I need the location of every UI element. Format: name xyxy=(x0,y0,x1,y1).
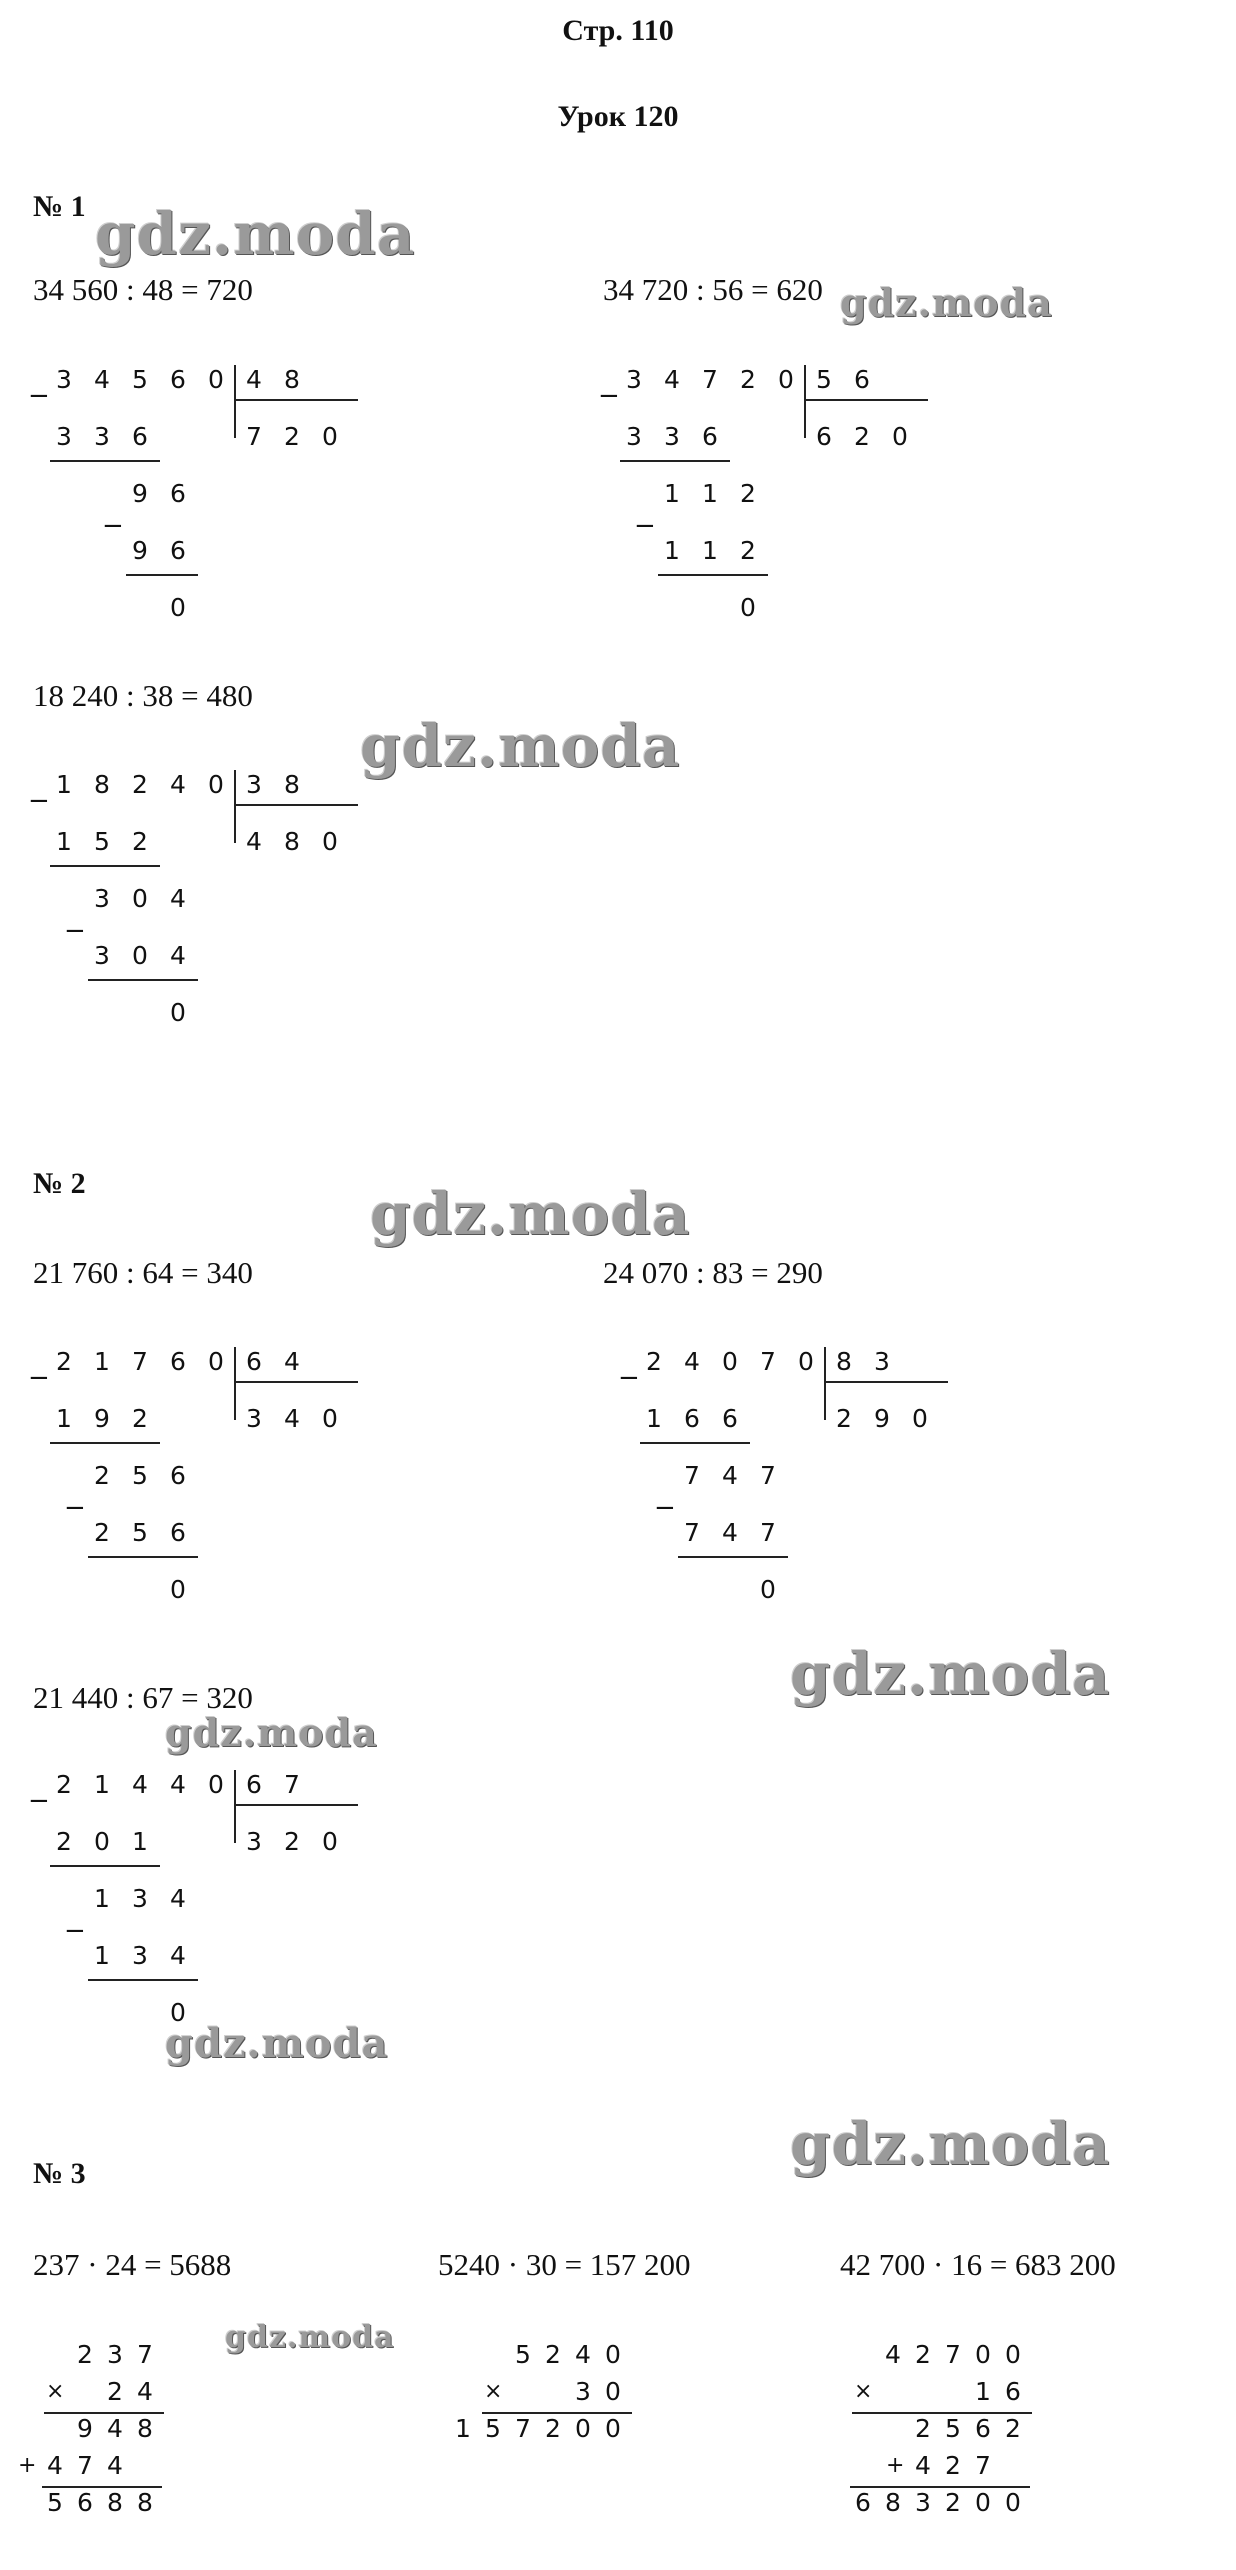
watermark-logo: gdz.moda xyxy=(840,280,1053,325)
digit: 3 xyxy=(107,2340,123,2369)
digit: 3 xyxy=(246,1404,262,1433)
division-bracket xyxy=(234,365,236,438)
digit: 2 xyxy=(132,1404,148,1433)
digit: 0 xyxy=(605,2414,621,2443)
watermark-logo: gdz.moda xyxy=(165,1710,378,1755)
digit: 0 xyxy=(208,365,224,394)
digit: 3 xyxy=(94,941,110,970)
digit: 5 xyxy=(47,2488,63,2517)
digit: 2 xyxy=(915,2340,931,2369)
digit: 1 xyxy=(455,2414,471,2443)
digit: 4 xyxy=(137,2377,153,2406)
digit: 2 xyxy=(132,827,148,856)
digit: 1 xyxy=(56,1404,72,1433)
underline-rule xyxy=(88,1556,198,1558)
digit: 0 xyxy=(132,884,148,913)
digit: 8 xyxy=(284,770,300,799)
digit: 3 xyxy=(915,2488,931,2517)
digit: 4 xyxy=(664,365,680,394)
digit: 4 xyxy=(284,1404,300,1433)
digit: 8 xyxy=(94,770,110,799)
minus-sign: − xyxy=(598,381,620,411)
digit: 0 xyxy=(778,365,794,394)
digit: 0 xyxy=(1005,2488,1021,2517)
digit: 2 xyxy=(1005,2414,1021,2443)
digit: 2 xyxy=(740,536,756,565)
page-header: Стр. 110 xyxy=(562,14,674,47)
digit: 7 xyxy=(760,1461,776,1490)
digit: 2 xyxy=(646,1347,662,1376)
digit: 4 xyxy=(170,1770,186,1799)
digit: 6 xyxy=(854,365,870,394)
times-sign: × xyxy=(484,2379,503,2404)
digit: 0 xyxy=(605,2340,621,2369)
digit: 2 xyxy=(740,479,756,508)
lesson-header: Урок 120 xyxy=(557,100,679,133)
underline-rule xyxy=(620,460,730,462)
divisor-rule xyxy=(234,804,358,806)
digit: 0 xyxy=(94,1827,110,1856)
digit: 8 xyxy=(137,2488,153,2517)
digit: 5 xyxy=(816,365,832,394)
digit: 6 xyxy=(1005,2377,1021,2406)
digit: 0 xyxy=(322,827,338,856)
digit: 5 xyxy=(132,1461,148,1490)
equation-1-2: 34 720 : 56 = 620 xyxy=(603,272,823,307)
division-bracket xyxy=(234,1770,236,1843)
digit: 6 xyxy=(702,422,718,451)
digit: 2 xyxy=(56,1347,72,1376)
digit: 0 xyxy=(975,2488,991,2517)
digit: 0 xyxy=(208,770,224,799)
task-1-label: № 1 xyxy=(33,190,86,223)
digit: 4 xyxy=(915,2451,931,2480)
minus-sign: − xyxy=(618,1363,640,1393)
digit: 6 xyxy=(170,365,186,394)
digit: 6 xyxy=(246,1347,262,1376)
digit: 1 xyxy=(94,1941,110,1970)
plus-sign: + xyxy=(18,2453,37,2478)
digit: 7 xyxy=(702,365,718,394)
digit: 0 xyxy=(722,1347,738,1376)
digit: 2 xyxy=(545,2340,561,2369)
digit: 3 xyxy=(664,422,680,451)
digit: 2 xyxy=(945,2488,961,2517)
task-2-label: № 2 xyxy=(33,1167,86,1200)
underline-rule xyxy=(640,1442,750,1444)
digit: 6 xyxy=(170,1461,186,1490)
underline-rule xyxy=(658,574,768,576)
digit: 0 xyxy=(322,1827,338,1856)
digit: 0 xyxy=(170,1575,186,1604)
digit: 4 xyxy=(246,827,262,856)
digit: 5 xyxy=(485,2414,501,2443)
digit: 0 xyxy=(208,1347,224,1376)
digit: 6 xyxy=(684,1404,700,1433)
underline-rule xyxy=(126,574,198,576)
digit: 0 xyxy=(170,593,186,622)
digit: 2 xyxy=(836,1404,852,1433)
watermark-logo: gdz.moda xyxy=(790,2110,1111,2178)
digit: 7 xyxy=(684,1518,700,1547)
digit: 2 xyxy=(56,1827,72,1856)
digit: 2 xyxy=(56,1770,72,1799)
digit: 4 xyxy=(684,1347,700,1376)
digit: 4 xyxy=(170,1941,186,1970)
division-bracket xyxy=(824,1347,826,1420)
digit: 7 xyxy=(975,2451,991,2480)
digit: 4 xyxy=(284,1347,300,1376)
digit: 4 xyxy=(722,1461,738,1490)
digit: 7 xyxy=(760,1347,776,1376)
minus-sign: − xyxy=(634,511,656,541)
digit: 7 xyxy=(132,1347,148,1376)
digit: 6 xyxy=(855,2488,871,2517)
digit: 9 xyxy=(874,1404,890,1433)
digit: 5 xyxy=(515,2340,531,2369)
digit: 1 xyxy=(646,1404,662,1433)
digit: 8 xyxy=(284,365,300,394)
digit: 9 xyxy=(132,536,148,565)
equation-3-2: 5240 · 30 = 157 200 xyxy=(438,2247,691,2282)
digit: 1 xyxy=(702,536,718,565)
underline-rule xyxy=(88,979,198,981)
digit: 7 xyxy=(284,1770,300,1799)
minus-sign: − xyxy=(64,1916,86,1946)
digit: 3 xyxy=(94,884,110,913)
digit: 0 xyxy=(1005,2340,1021,2369)
digit: 1 xyxy=(94,1770,110,1799)
digit: 3 xyxy=(56,365,72,394)
digit: 5 xyxy=(94,827,110,856)
digit: 2 xyxy=(107,2377,123,2406)
division-bracket xyxy=(234,1347,236,1420)
digit: 9 xyxy=(77,2414,93,2443)
digit: 6 xyxy=(816,422,832,451)
digit: 1 xyxy=(94,1347,110,1376)
digit: 6 xyxy=(132,422,148,451)
minus-sign: − xyxy=(102,511,124,541)
digit: 2 xyxy=(945,2451,961,2480)
digit: 4 xyxy=(107,2451,123,2480)
digit: 4 xyxy=(170,1884,186,1913)
equation-2-3: 21 440 : 67 = 320 xyxy=(33,1680,253,1715)
equation-1-1: 34 560 : 48 = 720 xyxy=(33,272,253,307)
minus-sign: − xyxy=(654,1493,676,1523)
divisor-rule xyxy=(824,1381,948,1383)
equation-2-1: 21 760 : 64 = 340 xyxy=(33,1255,253,1290)
digit: 6 xyxy=(77,2488,93,2517)
digit: 0 xyxy=(975,2340,991,2369)
digit: 5 xyxy=(132,1518,148,1547)
watermark-logo: gdz.moda xyxy=(370,1180,691,1248)
digit: 4 xyxy=(94,365,110,394)
digit: 7 xyxy=(77,2451,93,2480)
digit: 1 xyxy=(132,1827,148,1856)
watermark-logo: gdz.moda xyxy=(225,2320,395,2355)
digit: 1 xyxy=(56,770,72,799)
digit: 4 xyxy=(170,770,186,799)
digit: 1 xyxy=(664,536,680,565)
digit: 0 xyxy=(760,1575,776,1604)
minus-sign: − xyxy=(64,916,86,946)
digit: 3 xyxy=(246,1827,262,1856)
digit: 4 xyxy=(722,1518,738,1547)
digit: 3 xyxy=(132,1941,148,1970)
digit: 1 xyxy=(975,2377,991,2406)
underline-rule xyxy=(50,460,160,462)
digit: 1 xyxy=(702,479,718,508)
digit: 3 xyxy=(874,1347,890,1376)
watermark-logo: gdz.moda xyxy=(95,200,416,268)
equation-3-1: 237 · 24 = 5688 xyxy=(33,2247,232,2282)
division-bracket xyxy=(234,770,236,843)
digit: 2 xyxy=(545,2414,561,2443)
digit: 0 xyxy=(322,422,338,451)
division-bracket xyxy=(804,365,806,438)
digit: 3 xyxy=(94,422,110,451)
digit: 0 xyxy=(170,1998,186,2027)
digit: 0 xyxy=(322,1404,338,1433)
divisor-rule xyxy=(234,399,358,401)
digit: 6 xyxy=(170,1518,186,1547)
watermark-logo: gdz.moda xyxy=(360,712,681,780)
digit: 7 xyxy=(945,2340,961,2369)
digit: 3 xyxy=(575,2377,591,2406)
digit: 0 xyxy=(170,998,186,1027)
digit: 7 xyxy=(515,2414,531,2443)
divisor-rule xyxy=(234,1804,358,1806)
digit: 2 xyxy=(77,2340,93,2369)
digit: 7 xyxy=(137,2340,153,2369)
task-3-label: № 3 xyxy=(33,2157,86,2190)
digit: 2 xyxy=(132,770,148,799)
digit: 3 xyxy=(626,365,642,394)
underline-rule xyxy=(50,865,160,867)
digit: 9 xyxy=(132,479,148,508)
digit: 3 xyxy=(246,770,262,799)
minus-sign: − xyxy=(64,1493,86,1523)
equation-2-2: 24 070 : 83 = 290 xyxy=(603,1255,823,1290)
times-sign: × xyxy=(46,2379,65,2404)
digit: 4 xyxy=(246,365,262,394)
digit: 2 xyxy=(94,1518,110,1547)
digit: 6 xyxy=(170,1347,186,1376)
digit: 0 xyxy=(892,422,908,451)
digit: 6 xyxy=(722,1404,738,1433)
digit: 2 xyxy=(854,422,870,451)
equation-3-3: 42 700 · 16 = 683 200 xyxy=(840,2247,1116,2282)
equation-1-3: 18 240 : 38 = 480 xyxy=(33,678,253,713)
underline-rule xyxy=(50,1865,160,1867)
digit: 0 xyxy=(912,1404,928,1433)
digit: 2 xyxy=(284,422,300,451)
digit: 1 xyxy=(94,1884,110,1913)
times-sign: × xyxy=(854,2379,873,2404)
digit: 1 xyxy=(664,479,680,508)
underline-rule xyxy=(50,1442,160,1444)
digit: 0 xyxy=(132,941,148,970)
digit: 0 xyxy=(575,2414,591,2443)
digit: 5 xyxy=(945,2414,961,2443)
digit: 2 xyxy=(94,1461,110,1490)
watermark-logo: gdz.moda xyxy=(790,1640,1111,1708)
digit: 0 xyxy=(798,1347,814,1376)
underline-rule xyxy=(88,1979,198,1981)
digit: 3 xyxy=(132,1884,148,1913)
minus-sign: − xyxy=(28,1363,50,1393)
digit: 4 xyxy=(47,2451,63,2480)
digit: 7 xyxy=(684,1461,700,1490)
divisor-rule xyxy=(234,1381,358,1383)
digit: 4 xyxy=(170,941,186,970)
digit: 4 xyxy=(132,1770,148,1799)
digit: 5 xyxy=(132,365,148,394)
plus-sign: + xyxy=(886,2453,905,2478)
minus-sign: − xyxy=(28,1786,50,1816)
digit: 9 xyxy=(94,1404,110,1433)
digit: 6 xyxy=(170,536,186,565)
digit: 8 xyxy=(107,2488,123,2517)
digit: 3 xyxy=(626,422,642,451)
digit: 1 xyxy=(56,827,72,856)
digit: 6 xyxy=(246,1770,262,1799)
digit: 4 xyxy=(885,2340,901,2369)
digit: 0 xyxy=(208,1770,224,1799)
digit: 2 xyxy=(740,365,756,394)
digit: 2 xyxy=(284,1827,300,1856)
digit: 4 xyxy=(170,884,186,913)
digit: 0 xyxy=(605,2377,621,2406)
digit: 3 xyxy=(56,422,72,451)
digit: 8 xyxy=(836,1347,852,1376)
minus-sign: − xyxy=(28,381,50,411)
digit: 8 xyxy=(137,2414,153,2443)
digit: 7 xyxy=(246,422,262,451)
digit: 6 xyxy=(975,2414,991,2443)
digit: 8 xyxy=(284,827,300,856)
digit: 6 xyxy=(170,479,186,508)
digit: 7 xyxy=(760,1518,776,1547)
digit: 4 xyxy=(107,2414,123,2443)
digit: 8 xyxy=(885,2488,901,2517)
digit: 0 xyxy=(740,593,756,622)
watermark-logo: gdz.moda xyxy=(165,2020,389,2067)
underline-rule xyxy=(678,1556,788,1558)
digit: 4 xyxy=(575,2340,591,2369)
digit: 2 xyxy=(915,2414,931,2443)
minus-sign: − xyxy=(28,786,50,816)
divisor-rule xyxy=(804,399,928,401)
